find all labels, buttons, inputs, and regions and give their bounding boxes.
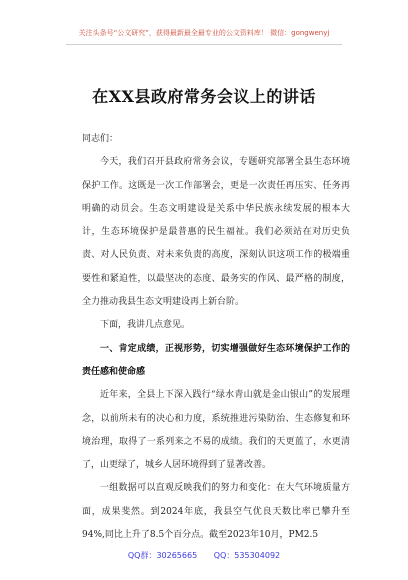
footer-qq: QQ：535304092 [213, 551, 281, 560]
body-paragraph: 下面，我讲几点意见。 [100, 320, 191, 331]
document-body [82, 128, 350, 547]
header-promo-note: 关注头条号“公文研究”，获得最新最全最专业的公文资料库！ 微信：gongwenyj [78, 29, 330, 37]
header-divider [66, 44, 342, 45]
document-title: 在XX县政府常务会议上的讲话 [92, 87, 316, 106]
footer-contacts [0, 550, 408, 561]
footer-qq-group: QQ群：30265665 [127, 551, 198, 560]
section-heading: 一、肯定成绩，正视形势，切实增强做好生态环境保护工作的责任感和使命感 [82, 343, 350, 377]
body-paragraph: 一组数据可以直观反映我们的努力和变化：在大气环境质量方面，成果斐然。到2024年底，我县空气优良天数比率已攀升至94%,同比上升了8.5个百分点。截至2023年10月，PM2.5 [82, 483, 350, 541]
body-paragraph: 近年来，全县上下深入践行“绿水青山就是金山银山”的发展理念，以前所未有的决心和力度，系统推进污染防治、生态修复和环境治理，取得了一系列来之不易的成绩。我们的天更蓝了，水更清了，山更绿了，城乡人居环境得到了显著改善。 [82, 390, 350, 471]
salutation: 同志们： [82, 134, 119, 144]
body-paragraph: 今天，我们召开县政府常务会议，专题研究部署全县生态环境保护工作。这既是一次工作部署会，更是一次责任再压实、任务再明确的动员会。生态文明建设是关系中华民族永续发展的根本大计，生态环境保护是最普惠的民生福祉。我们必须站在对历史负责、对人民负责、对未来负责的高度，深刻认识这项工作的极端重要性和紧迫性，以最坚决的态度、最务实的作风、最严格的制度，全力推动我县生态文明建设再上新台阶。 [82, 157, 350, 308]
